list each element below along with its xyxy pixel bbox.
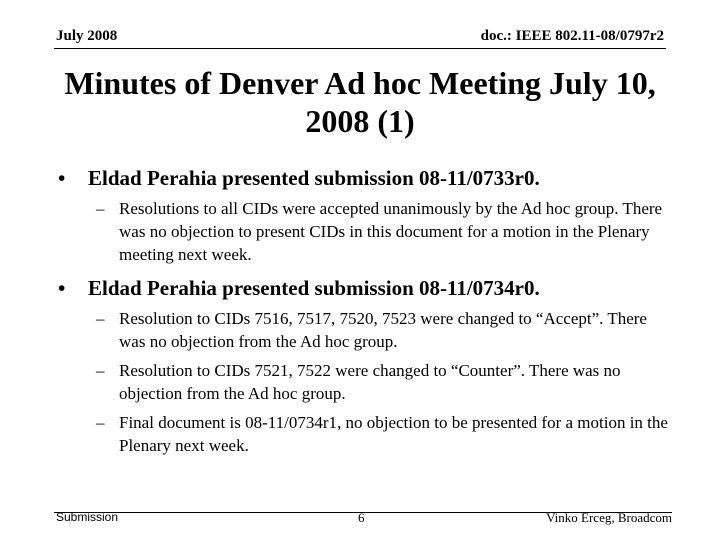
header-divider: [54, 48, 666, 49]
dash-marker: –: [96, 361, 105, 380]
bullet-1-text: Eldad Perahia presented submission 08-11/0733r0.: [88, 166, 540, 190]
dash-marker: –: [96, 309, 105, 328]
title-line-1: Minutes of Denver Ad hoc Meeting July 10,: [64, 65, 656, 101]
dash-marker: –: [96, 413, 105, 432]
bullet-2: [58, 275, 540, 301]
slide-title: [40, 64, 680, 140]
bullet-2-sub-1-text: Resolution to CIDs 7516, 7517, 7520, 7523 were changed to “Accept”. There was no objection from the Ad hoc group.: [119, 309, 647, 351]
bullet-2-sub-2-text: Resolution to CIDs 7521, 7522 were changed to “Counter”. There was no objection from the Ad hoc group.: [119, 361, 621, 403]
bullet-1: [58, 165, 540, 191]
bullet-2-sub-3-text: Final document is 08-11/0734r1, no objection to be presented for a motion in the Plenary next week.: [119, 413, 668, 455]
footer-page-number: 6: [358, 510, 365, 525]
footer-submission: Submission: [56, 510, 119, 524]
bullet-marker: •: [58, 276, 66, 300]
bullet-1-sub-1-text: Resolutions to all CIDs were accepted unanimously by the Ad hoc group. There was no objection to present CIDs in this document for a motion in the Plenary meeting next week.: [119, 199, 663, 264]
bullet-marker: •: [58, 166, 66, 190]
dash-marker: –: [96, 199, 105, 218]
bullet-2-sub-3: [96, 411, 676, 457]
bullet-2-text: Eldad Perahia presented submission 08-11/0734r0.: [88, 276, 540, 300]
header-doc-id: doc.: IEEE 802.11-08/0797r2: [480, 28, 664, 44]
bullet-2-sub-2: [96, 359, 676, 405]
header-date: July 2008: [56, 28, 118, 44]
title-line-2: 2008 (1): [305, 103, 415, 139]
bullet-1-sub-1: [96, 197, 676, 266]
footer-author: Vinko Erceg, Broadcom: [546, 510, 672, 525]
bullet-2-sub-1: [96, 307, 676, 353]
